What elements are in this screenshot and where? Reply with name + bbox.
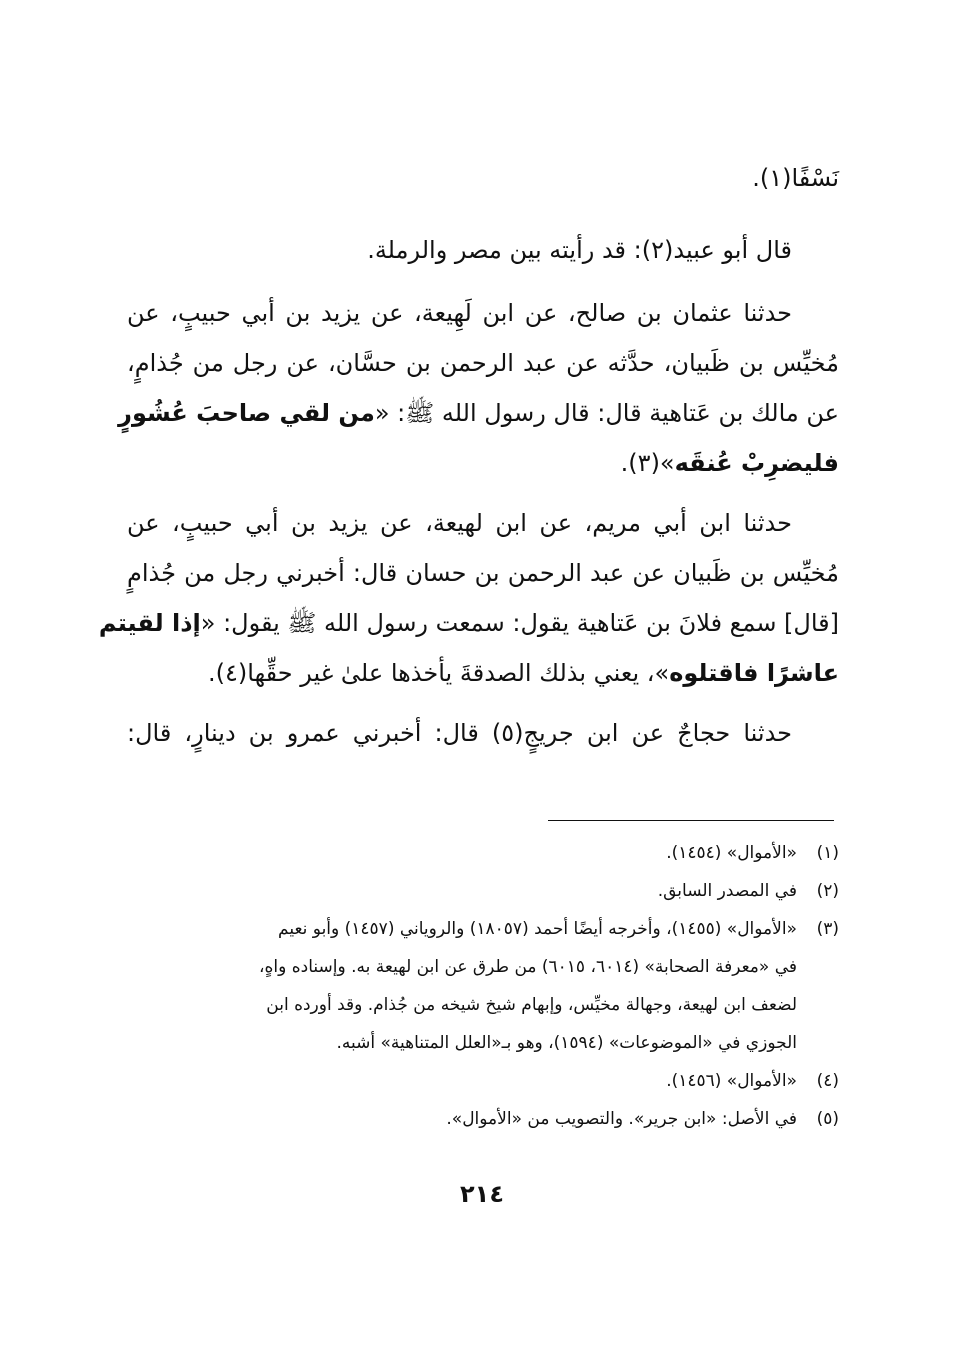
paragraph-line: قال أبو عبيد(٢): قد رأيته بين مصر والرملة.: [367, 236, 792, 264]
hadith-text: عاشرًا فاقتلوه: [669, 659, 839, 687]
footnote: [278, 914, 839, 944]
footnote-text: «الأموال» (١٤٥٥)، وأخرجه أيضًا أحمد (١٨٠٥٧) والروياني (١٤٥٧) وأبو نعيم: [278, 919, 797, 939]
footnote-text: «الأموال» (١٤٥٤).: [666, 843, 797, 863]
paragraph-line: حدثنا حجاجٌ عن ابن جريجٍ(٥) قال: أخبرني عمرو بن دينارٍ، قال:: [127, 719, 792, 747]
footnote-continuation: في «معرفة الصحابة» (٦٠١٤، ٦٠١٥) من طرق عن ابن لهيعة به. وإسناده واهٍ،: [259, 957, 797, 977]
paragraph-line: حدثنا ابن أبي مريم، عن ابن لهيعة، عن يزيد بن أبي حبيبٍ، عن: [127, 509, 792, 537]
footnote: [658, 876, 839, 906]
text-run: »(٣).: [620, 449, 675, 477]
text-run: [قال] سمع فلانَ بن عَتاهية يقول: سمعت رسول الله ﷺ يقول: «: [200, 609, 839, 637]
text-run: »، يعني بذلك الصدقةَ يأخذها علىٰ غير حقِّها(٤).: [208, 659, 670, 687]
hadith-text: إذا لقيتم: [98, 609, 201, 637]
paragraph-line: نَسْفًا(١).: [752, 164, 839, 192]
paragraph-line: [98, 603, 839, 643]
paragraph-line: [208, 653, 839, 693]
footnote-text: «الأموال» (١٤٥٦).: [666, 1071, 797, 1091]
footnote-continuation: لضعف ابن لهيعة، وجهالة مخيِّس، وإبهام شيخ شيخه من جُذام. وقد أورده ابن: [266, 995, 797, 1015]
footnote: [666, 838, 839, 868]
paragraph-line: مُخيِّس بن ظَبيان عن عبد الرحمن بن حسان قال: أخبرني رجل من جُذامٍ: [127, 559, 839, 587]
text-run: عن مالك بن عَتاهية قال: قال رسول الله ﷺ: «: [374, 399, 839, 427]
footnote-continuation: الجوزي في «الموضوعات» (١٥٩٤)، وهو بـ«العلل المتناهية» أشبه.: [336, 1033, 797, 1053]
hadith-text: من لقي صاحبَ عُشُورٍ: [118, 399, 375, 427]
paragraph-line: حدثنا عثمان بن صالح، عن ابن لَهِيعة، عن يزيد بن أبي حبيبٍ، عن: [127, 299, 792, 327]
footnote-number: (٤): [816, 1071, 839, 1091]
footnote-text: في المصدر السابق.: [657, 881, 797, 901]
paragraph-line: [621, 443, 839, 483]
footnote-number: (٢): [816, 881, 839, 901]
footnote-text: في الأصل: «ابن جرير». والتصويب من «الأموال».: [446, 1109, 797, 1129]
footnote: [666, 1066, 839, 1096]
footnote-separator: [548, 820, 834, 821]
hadith-text: فليضرِبْ عُنقَه: [674, 449, 839, 477]
footnote: [446, 1104, 839, 1134]
page-number: ٢١٤: [460, 1180, 504, 1208]
footnote-number: (٣): [816, 919, 839, 939]
footnote-number: (١): [816, 843, 839, 863]
paragraph-line: مُخيِّس بن ظَبيان، حدَّثه عن عبد الرحمن بن حسَّان، عن رجل من جُذامٍ،: [127, 349, 839, 377]
footnote-number: (٥): [816, 1109, 839, 1129]
paragraph-line: [118, 393, 839, 433]
